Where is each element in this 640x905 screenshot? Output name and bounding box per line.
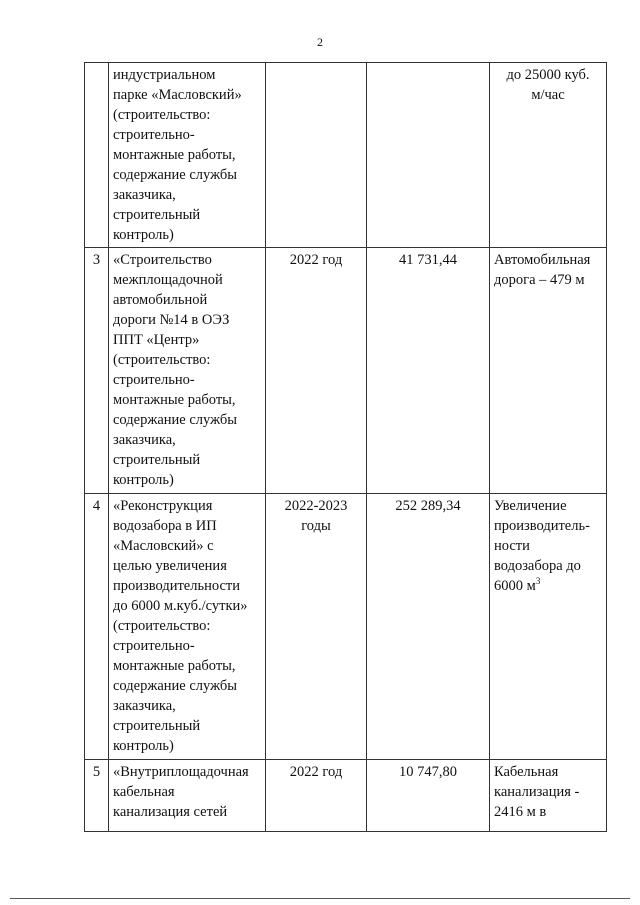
row-number-cell: 3 [85,248,109,494]
result-line: м/час [531,87,565,103]
project-name-line: (строительство: [113,618,211,634]
cost-cell: 252 289,34 [367,494,490,760]
result-line: Автомобильная [494,252,591,268]
project-name-line: строительный [113,207,201,223]
result-line: дорога – 479 м [494,272,585,288]
result-volume: 6000 м [494,578,536,594]
year-cell: 2022 год [266,760,367,832]
result-cell [490,760,607,832]
result-line: до 25000 куб. [506,67,590,83]
project-name-line: «Строительство [113,252,212,268]
cubic-superscript: 3 [535,576,541,587]
year-cell [266,494,367,760]
project-name-line: «Масловский» с [113,538,214,554]
project-name-line: дороги №14 в ОЭЗ [113,312,230,328]
project-name-line: контроль) [113,472,174,488]
project-name-cell [109,63,266,248]
table-row [85,248,607,494]
project-name-line: ППТ «Центр» [113,332,200,348]
project-name-line: заказчика, [113,432,176,448]
project-name-line: (строительство: [113,107,211,123]
project-name-line: контроль) [113,227,174,243]
project-name-line: монтажные работы, [113,658,236,674]
year-line: 2022-2023 [284,498,348,514]
project-name-line: канализация сетей [113,804,228,820]
project-name-line: производительности [113,578,240,594]
table-row [85,63,607,248]
result-cell [490,248,607,494]
project-name-line: парке «Масловский» [113,87,242,103]
cost-cell: 10 747,80 [367,760,490,832]
project-name-line: кабельная [113,784,175,800]
project-name-line: содержание службы [113,412,238,428]
project-name-line: содержание службы [113,678,238,694]
project-name-line: до 6000 м.куб./сутки» [113,598,248,614]
result-cell [490,494,607,760]
project-name-line: «Реконструкция [113,498,213,514]
project-name-cell [109,248,266,494]
result-line: 2416 м в [494,804,547,820]
row-number-cell: 4 [85,494,109,760]
project-name-line: содержание службы [113,167,238,183]
table-row [85,760,607,832]
project-name-line: контроль) [113,738,174,754]
result-line: канализация - [494,784,580,800]
result-cell [490,63,607,248]
project-name-line: заказчика, [113,187,176,203]
project-name-line: водозабора в ИП [113,518,217,534]
project-name-line: целью увеличения [113,558,227,574]
year-line: годы [301,518,331,534]
result-line [494,576,602,596]
cost-cell: 41 731,44 [367,248,490,494]
project-name-line: монтажные работы, [113,392,236,408]
project-name-line: строительно- [113,372,195,388]
result-line: производитель- [494,518,590,534]
page-bottom-rule [10,898,630,899]
project-name-line: заказчика, [113,698,176,714]
project-name-line: индустриальном [113,67,216,83]
project-name-cell [109,494,266,760]
projects-table [84,62,607,832]
cost-cell [367,63,490,248]
project-name-line: «Внутриплощадочная [113,764,249,780]
project-name-line: строительно- [113,638,195,654]
project-name-line: (строительство: [113,352,211,368]
project-name-line: межплощадочной [113,272,223,288]
project-name-cell [109,760,266,832]
project-name-line: строительно- [113,127,195,143]
project-name-line: монтажные работы, [113,147,236,163]
project-name-line: строительный [113,452,201,468]
result-line: Увеличение [494,498,567,514]
result-line: ности [494,538,530,554]
year-cell: 2022 год [266,248,367,494]
result-line: водозабора до [494,558,581,574]
row-number-cell: 5 [85,760,109,832]
project-name-line: строительный [113,718,201,734]
year-cell [266,63,367,248]
project-name-line: автомобильной [113,292,208,308]
table-row [85,494,607,760]
page-number: 2 [317,35,323,49]
result-line: Кабельная [494,764,559,780]
row-number-cell [85,63,109,248]
